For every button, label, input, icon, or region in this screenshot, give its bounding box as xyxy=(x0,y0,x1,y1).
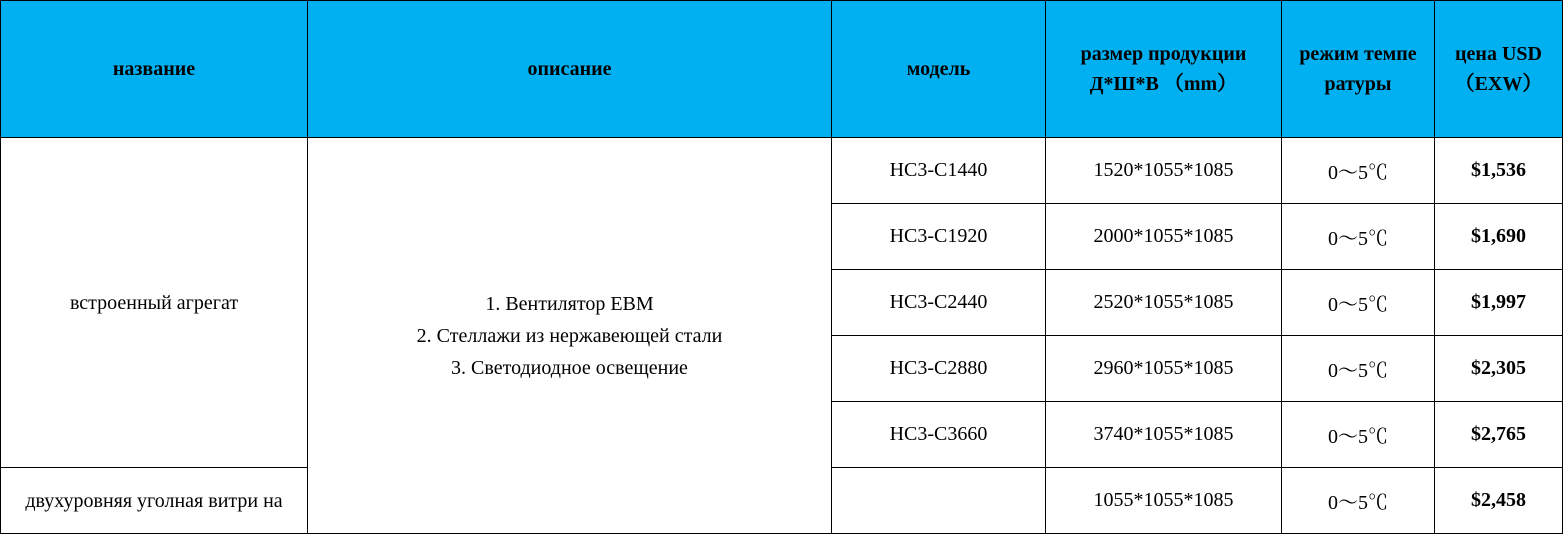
table-row xyxy=(1,138,1563,204)
model-cell: HC3-C3660 xyxy=(832,402,1046,468)
price-cell: $2,305 xyxy=(1435,336,1563,402)
model-cell: HC3-C1920 xyxy=(832,204,1046,270)
size-cell: 1520*1055*1085 xyxy=(1046,138,1282,204)
temperature-cell: 0～5℃ xyxy=(1282,336,1435,402)
header-model: модель xyxy=(832,1,1046,138)
temperature-cell: 0～5℃ xyxy=(1282,468,1435,534)
description-line: 2. Стеллажи из нержавеющей стали xyxy=(416,324,723,347)
model-cell xyxy=(832,468,1046,534)
size-cell: 2000*1055*1085 xyxy=(1046,204,1282,270)
description-cell xyxy=(308,138,832,534)
price-cell: $1,690 xyxy=(1435,204,1563,270)
price-cell: $1,997 xyxy=(1435,270,1563,336)
model-cell: HC3-C2440 xyxy=(832,270,1046,336)
temperature-cell: 0～5℃ xyxy=(1282,402,1435,468)
header-temperature: режим темпе ратуры xyxy=(1282,1,1435,138)
model-cell: HC3-C2880 xyxy=(832,336,1046,402)
size-cell: 2520*1055*1085 xyxy=(1046,270,1282,336)
product-name-built-in: встроенный агрегат xyxy=(1,138,308,468)
product-name-corner: двухуровняя уголная витри на xyxy=(1,468,308,534)
header-size: размер продукции Д*Ш*В （mm） xyxy=(1046,1,1282,138)
price-cell: $1,536 xyxy=(1435,138,1563,204)
model-cell: HC3-C1440 xyxy=(832,138,1046,204)
header-description: описание xyxy=(308,1,832,138)
temperature-cell: 0～5℃ xyxy=(1282,270,1435,336)
description-line: 1. Вентилятор EBM xyxy=(485,292,654,315)
temperature-cell: 0～5℃ xyxy=(1282,138,1435,204)
header-name: название xyxy=(1,1,308,138)
size-cell: 1055*1055*1085 xyxy=(1046,468,1282,534)
description-line: 3. Светодиодное освещение xyxy=(451,356,688,379)
size-cell: 2960*1055*1085 xyxy=(1046,336,1282,402)
price-cell: $2,458 xyxy=(1435,468,1563,534)
price-cell: $2,765 xyxy=(1435,402,1563,468)
header-row xyxy=(1,1,1563,138)
header-price: цена USD（EXW） xyxy=(1435,1,1563,138)
temperature-cell: 0～5℃ xyxy=(1282,204,1435,270)
size-cell: 3740*1055*1085 xyxy=(1046,402,1282,468)
